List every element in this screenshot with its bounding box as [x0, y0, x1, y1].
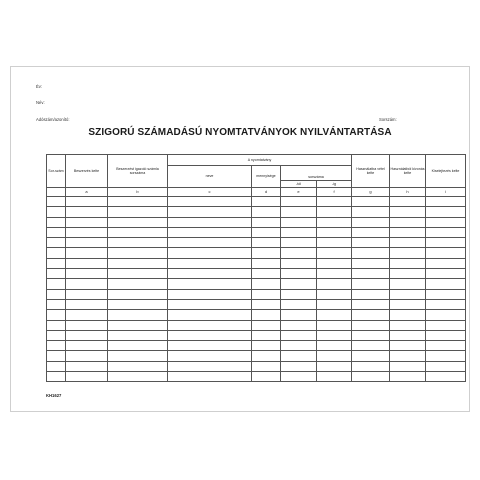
table-cell[interactable] [390, 279, 426, 289]
form-code: KH1627 [46, 393, 62, 398]
header-withdrawn: Használatból kivonás kelte [390, 155, 426, 188]
table-cell[interactable] [66, 238, 108, 248]
column-letter: h [390, 188, 426, 197]
table-cell[interactable] [352, 197, 390, 207]
table-cell[interactable] [390, 341, 426, 351]
table-cell[interactable] [108, 269, 168, 279]
table-cell[interactable] [47, 238, 66, 248]
table-cell[interactable] [168, 299, 252, 309]
table-cell[interactable] [426, 207, 466, 217]
table-cell[interactable] [390, 320, 426, 330]
table-cell[interactable] [352, 320, 390, 330]
header-serial-range: sorszáma [281, 174, 352, 181]
table-cell[interactable] [390, 217, 426, 227]
table-cell[interactable] [66, 279, 108, 289]
table-cell[interactable] [47, 269, 66, 279]
table-cell[interactable] [281, 320, 317, 330]
header-form-group: A nyomtatvány [168, 155, 352, 166]
header-put-into-use: Használatba vétel kelte [352, 155, 390, 188]
table-cell[interactable] [168, 217, 252, 227]
table-row [47, 310, 466, 320]
table-cell[interactable] [108, 258, 168, 268]
table-cell[interactable] [47, 227, 66, 237]
table-cell[interactable] [426, 217, 466, 227]
table-cell[interactable] [317, 341, 352, 351]
table-cell[interactable] [281, 227, 317, 237]
table-cell[interactable] [47, 310, 66, 320]
table-cell[interactable] [252, 227, 281, 237]
table-cell[interactable] [317, 310, 352, 320]
column-letter-row [47, 188, 466, 197]
table-cell[interactable] [252, 279, 281, 289]
table-cell[interactable] [168, 289, 252, 299]
table-row [47, 258, 466, 268]
table-cell[interactable] [390, 248, 426, 258]
table-cell[interactable] [390, 289, 426, 299]
table-cell[interactable] [108, 341, 168, 351]
table-cell[interactable] [426, 269, 466, 279]
table-cell[interactable] [108, 197, 168, 207]
table-row [47, 248, 466, 258]
table-cell[interactable] [426, 372, 466, 382]
table-cell[interactable] [426, 279, 466, 289]
serial-number-field[interactable] [379, 117, 397, 122]
table-cell[interactable] [252, 269, 281, 279]
table-cell[interactable] [281, 217, 317, 227]
table-row [47, 238, 466, 248]
table-row [47, 217, 466, 227]
table-cell[interactable] [168, 310, 252, 320]
table-cell[interactable] [426, 299, 466, 309]
table-row [47, 341, 466, 351]
year-label: Év: [36, 84, 43, 89]
table-cell[interactable] [168, 351, 252, 361]
table-cell[interactable] [47, 372, 66, 382]
table-cell[interactable] [108, 279, 168, 289]
table-cell[interactable] [317, 320, 352, 330]
form-sheet [10, 66, 470, 412]
table-cell[interactable] [66, 207, 108, 217]
table-row [47, 351, 466, 361]
table-cell[interactable] [47, 330, 66, 340]
table-row [47, 197, 466, 207]
table-cell[interactable] [168, 361, 252, 371]
table-cell[interactable] [168, 258, 252, 268]
table-cell[interactable] [281, 269, 317, 279]
table-cell[interactable] [168, 269, 252, 279]
table-cell[interactable] [317, 217, 352, 227]
table-cell[interactable] [281, 197, 317, 207]
table-cell[interactable] [252, 361, 281, 371]
table-cell[interactable] [390, 227, 426, 237]
table-cell[interactable] [390, 238, 426, 248]
table-cell[interactable] [252, 320, 281, 330]
table-cell[interactable] [317, 197, 352, 207]
table-cell[interactable] [426, 310, 466, 320]
table-cell[interactable] [317, 299, 352, 309]
table-cell[interactable] [390, 330, 426, 340]
year-field[interactable] [36, 84, 42, 89]
table-cell[interactable] [352, 207, 390, 217]
table-row [47, 289, 466, 299]
table-cell[interactable] [281, 299, 317, 309]
table-row [47, 320, 466, 330]
table-cell[interactable] [47, 217, 66, 227]
table-cell[interactable] [47, 320, 66, 330]
table-cell[interactable] [317, 289, 352, 299]
table-cell[interactable] [426, 320, 466, 330]
name-field[interactable] [36, 100, 45, 105]
table-cell[interactable] [252, 217, 281, 227]
table-cell[interactable] [47, 341, 66, 351]
table-cell[interactable] [281, 351, 317, 361]
table-cell[interactable] [252, 372, 281, 382]
header-invoice-number: Beszerzést igazoló számla sorszáma [108, 155, 168, 188]
table-cell[interactable] [66, 269, 108, 279]
table-cell[interactable] [108, 351, 168, 361]
column-letter: a [66, 188, 108, 197]
table-cell[interactable] [168, 207, 252, 217]
table-row [47, 330, 466, 340]
table-cell[interactable] [317, 207, 352, 217]
table-cell[interactable] [66, 320, 108, 330]
header-scrapped: Kiselejtezés kelte [426, 155, 466, 188]
table-cell[interactable] [426, 289, 466, 299]
table-cell[interactable] [66, 217, 108, 227]
table-cell[interactable] [108, 248, 168, 258]
table-cell[interactable] [47, 207, 66, 217]
table-cell[interactable] [168, 341, 252, 351]
table-cell[interactable] [252, 289, 281, 299]
table-cell[interactable] [47, 279, 66, 289]
table-cell[interactable] [281, 248, 317, 258]
table-row [47, 361, 466, 371]
table-cell[interactable] [317, 361, 352, 371]
table-cell[interactable] [352, 279, 390, 289]
table-cell[interactable] [108, 227, 168, 237]
table-cell[interactable] [352, 330, 390, 340]
table-cell[interactable] [317, 351, 352, 361]
table-row [47, 279, 466, 289]
table-cell[interactable] [252, 330, 281, 340]
table-cell[interactable] [66, 372, 108, 382]
form-title: SZIGORÚ SZÁMADÁSÚ NYOMTATVÁNYOK NYILVÁNTARTÁSA [88, 127, 392, 138]
table-cell[interactable] [168, 238, 252, 248]
table-cell[interactable] [281, 207, 317, 217]
table-cell[interactable] [66, 361, 108, 371]
table-cell[interactable] [252, 310, 281, 320]
header-from: -tól [281, 181, 317, 188]
register-table [46, 154, 466, 382]
table-row [47, 207, 466, 217]
table-cell[interactable] [317, 279, 352, 289]
table-cell[interactable] [352, 238, 390, 248]
column-letter: g [352, 188, 390, 197]
table-cell[interactable] [66, 258, 108, 268]
column-letter: c [168, 188, 252, 197]
table-cell[interactable] [66, 351, 108, 361]
table-cell[interactable] [66, 310, 108, 320]
header-to: -ig [317, 181, 352, 188]
table-cell[interactable] [317, 248, 352, 258]
table-cell[interactable] [281, 361, 317, 371]
table-cell[interactable] [168, 330, 252, 340]
table-cell[interactable] [168, 320, 252, 330]
table-cell[interactable] [317, 330, 352, 340]
table-cell[interactable] [426, 248, 466, 258]
table-cell[interactable] [317, 269, 352, 279]
table-cell[interactable] [108, 330, 168, 340]
table-cell[interactable] [281, 258, 317, 268]
table-cell[interactable] [168, 197, 252, 207]
table-cell[interactable] [281, 310, 317, 320]
table-cell[interactable] [390, 351, 426, 361]
table-cell[interactable] [66, 197, 108, 207]
table-cell[interactable] [66, 227, 108, 237]
table-cell[interactable] [281, 330, 317, 340]
table-cell[interactable] [426, 258, 466, 268]
table-cell[interactable] [390, 197, 426, 207]
table-row [47, 269, 466, 279]
table-cell[interactable] [352, 258, 390, 268]
table-cell[interactable] [281, 238, 317, 248]
table-cell[interactable] [426, 361, 466, 371]
table-cell[interactable] [281, 341, 317, 351]
table-cell[interactable] [281, 372, 317, 382]
table-cell[interactable] [317, 372, 352, 382]
table-cell[interactable] [168, 372, 252, 382]
table-cell[interactable] [352, 217, 390, 227]
table-cell[interactable] [252, 207, 281, 217]
table-cell[interactable] [390, 310, 426, 320]
table-row [47, 299, 466, 309]
column-letter: i [426, 188, 466, 197]
table-cell[interactable] [352, 248, 390, 258]
table-cell[interactable] [352, 269, 390, 279]
table-cell[interactable] [352, 361, 390, 371]
table-cell[interactable] [426, 197, 466, 207]
header-purchase-date: Beszerzés kelte [66, 155, 108, 188]
table-cell[interactable] [252, 197, 281, 207]
table-cell[interactable] [108, 310, 168, 320]
header-name: neve [168, 166, 252, 188]
table-cell[interactable] [108, 289, 168, 299]
table-cell[interactable] [252, 351, 281, 361]
table-cell[interactable] [66, 330, 108, 340]
table-cell[interactable] [66, 248, 108, 258]
table-cell[interactable] [281, 289, 317, 299]
table-cell[interactable] [66, 289, 108, 299]
table-cell[interactable] [47, 197, 66, 207]
table-cell[interactable] [252, 258, 281, 268]
table-cell[interactable] [390, 269, 426, 279]
table-cell[interactable] [47, 299, 66, 309]
table-cell[interactable] [252, 238, 281, 248]
table-cell[interactable] [352, 351, 390, 361]
serial-number-label: Sorszám: [379, 117, 397, 122]
table-cell[interactable] [390, 299, 426, 309]
table-cell[interactable] [47, 351, 66, 361]
table-cell[interactable] [352, 310, 390, 320]
table-cell[interactable] [352, 341, 390, 351]
table-cell[interactable] [108, 299, 168, 309]
table-cell[interactable] [317, 238, 352, 248]
table-cell[interactable] [168, 248, 252, 258]
table-cell[interactable] [108, 361, 168, 371]
tax-id-field[interactable] [36, 117, 70, 122]
name-label: Név: [36, 100, 45, 105]
table-cell[interactable] [390, 372, 426, 382]
header-quantity: mennyisége [252, 166, 281, 188]
table-cell[interactable] [66, 299, 108, 309]
table-cell[interactable] [47, 258, 66, 268]
table-cell[interactable] [390, 207, 426, 217]
table-cell[interactable] [426, 238, 466, 248]
table-cell[interactable] [390, 258, 426, 268]
table-cell[interactable] [47, 361, 66, 371]
table-cell[interactable] [352, 372, 390, 382]
table-cell[interactable] [108, 372, 168, 382]
table-cell[interactable] [252, 341, 281, 351]
table-cell[interactable] [352, 299, 390, 309]
column-letter: b [108, 188, 168, 197]
column-letter: f [317, 188, 352, 197]
table-row [47, 372, 466, 382]
table-cell[interactable] [426, 330, 466, 340]
table-cell[interactable] [47, 289, 66, 299]
table-cell[interactable] [426, 351, 466, 361]
table-cell[interactable] [168, 279, 252, 289]
column-letter: e [281, 188, 317, 197]
table-cell[interactable] [426, 227, 466, 237]
table-cell[interactable] [66, 341, 108, 351]
table-cell[interactable] [108, 207, 168, 217]
column-letter: d [252, 188, 281, 197]
table-cell[interactable] [426, 341, 466, 351]
table-cell[interactable] [47, 248, 66, 258]
table-cell[interactable] [390, 361, 426, 371]
table-cell[interactable] [352, 227, 390, 237]
table-cell[interactable] [108, 320, 168, 330]
header-serial: Sor-szám [47, 155, 66, 188]
tax-id-label: Adószám/azonító: [36, 117, 70, 122]
table-cell[interactable] [168, 227, 252, 237]
table-cell[interactable] [108, 238, 168, 248]
table-row [47, 227, 466, 237]
table-cell[interactable] [317, 258, 352, 268]
table-cell[interactable] [252, 299, 281, 309]
table-cell[interactable] [108, 217, 168, 227]
table-cell[interactable] [281, 279, 317, 289]
table-cell[interactable] [252, 248, 281, 258]
table-cell[interactable] [352, 289, 390, 299]
table-cell[interactable] [317, 227, 352, 237]
